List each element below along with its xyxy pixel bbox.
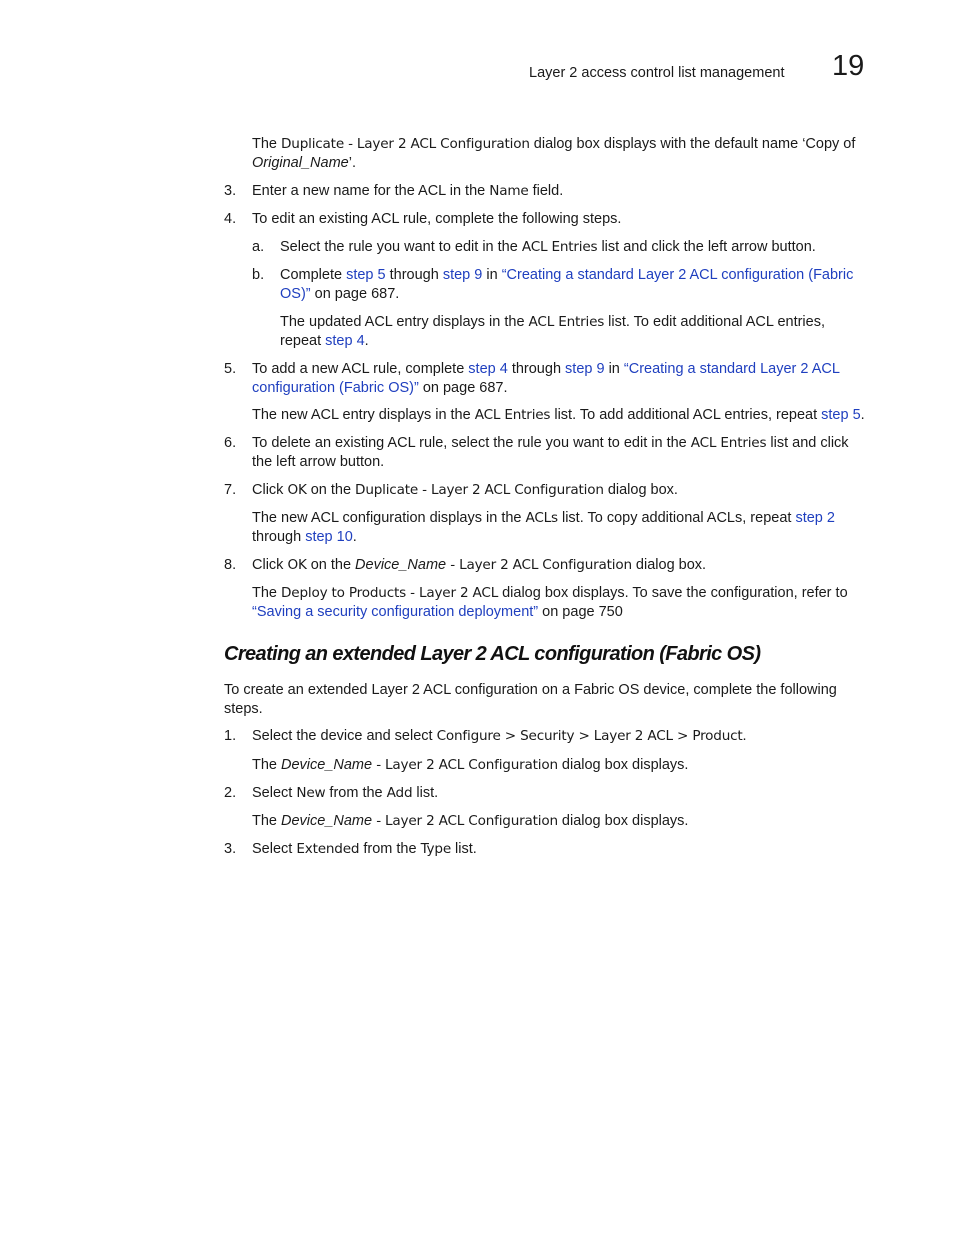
section-step-3-text: Select Extended from the Type list.	[252, 841, 477, 857]
step-4-link[interactable]: step 4	[468, 361, 508, 377]
step-2-link[interactable]: step 2	[795, 510, 835, 526]
section-step-1-text: Select the device and select Configure > Security > Layer 2 ACL > Product.	[252, 728, 747, 744]
step-5-link[interactable]: step 5	[821, 407, 861, 423]
step-9-link[interactable]: step 9	[565, 361, 605, 377]
saving-deployment-xref-link[interactable]: “Saving a security configuration deployment”	[252, 604, 539, 620]
step-4b-letter: b.	[252, 267, 265, 283]
step-5-text: To add a new ACL rule, complete step 4 through step 9 in “Creating a standard Layer 2 ACL configuration (Fabric OS)” on page 687.	[252, 361, 840, 396]
standard-acl-xref-link[interactable]: “Creating a standard Layer 2 ACL configuration (Fabric OS)”	[280, 267, 854, 302]
step-9-link[interactable]: step 9	[442, 267, 483, 283]
step-5-note: The new ACL entry displays in the ACL Entries list. To add additional ACL entries, repeat step 5.	[252, 407, 865, 423]
step-4-link[interactable]: step 4	[325, 333, 365, 349]
step-7-number: 7.	[224, 482, 237, 498]
section-step-2-text: Select New from the Add list.	[252, 785, 439, 801]
standard-acl-xref-link[interactable]: “Creating a standard Layer 2 ACL configuration (Fabric OS)”	[252, 361, 840, 396]
step-5-link[interactable]: step 5	[346, 267, 386, 283]
step-3-number: 3.	[224, 183, 237, 199]
step-6-number: 6.	[224, 435, 237, 451]
step-8-number: 8.	[224, 557, 237, 573]
section-step-2-number: 2.	[224, 785, 237, 801]
section-step-1-note: The Device_Name - Layer 2 ACL Configuration dialog box displays.	[252, 757, 689, 773]
step-6-text: To delete an existing ACL rule, select the rule you want to edit in the ACL Entries list and click the left arrow button.	[252, 435, 849, 470]
step-4a-letter: a.	[252, 239, 265, 255]
step-8-note: The Deploy to Products - Layer 2 ACL dialog box displays. To save the configuration, refer to “Saving a security configuration deployment” on page 750	[252, 585, 848, 620]
step-4a-text: Select the rule you want to edit in the ACL Entries list and click the left arrow button.	[280, 239, 816, 255]
step-5-number: 5.	[224, 361, 237, 377]
intro-paragraph: The Duplicate - Layer 2 ACL Configuration dialog box displays with the default name ‘Copy of Original_Name’.	[252, 136, 856, 171]
step-4-text: To edit an existing ACL rule, complete the following steps.	[252, 211, 622, 227]
step-4b-text: Complete step 5 through step 9 in “Creating a standard Layer 2 ACL configuration (Fabric OS)” on page 687.	[280, 267, 854, 302]
step-4-note: The updated ACL entry displays in the ACL Entries list. To edit additional ACL entries, repeat step 4.	[280, 314, 825, 349]
running-header-title: Layer 2 access control list management	[529, 65, 785, 81]
step-4-number: 4.	[224, 211, 237, 227]
step-3-text: Enter a new name for the ACL in the Name field.	[252, 183, 564, 199]
section-step-1-number: 1.	[224, 728, 237, 744]
section-intro: To create an extended Layer 2 ACL configuration on a Fabric OS device, complete the following steps.	[224, 682, 837, 717]
section-step-3-number: 3.	[224, 841, 237, 857]
step-10-link[interactable]: step 10	[305, 529, 353, 545]
step-7-text: Click OK on the Duplicate - Layer 2 ACL Configuration dialog box.	[252, 482, 678, 498]
chapter-number: 19	[832, 50, 865, 82]
step-7-note: The new ACL configuration displays in the ACLs list. To copy additional ACLs, repeat step 2 through step 10.	[252, 510, 835, 545]
section-heading: Creating an extended Layer 2 ACL configuration (Fabric OS)	[224, 643, 761, 665]
step-8-text: Click OK on the Device_Name - Layer 2 ACL Configuration dialog box.	[252, 557, 707, 573]
section-step-2-note: The Device_Name - Layer 2 ACL Configuration dialog box displays.	[252, 813, 689, 829]
